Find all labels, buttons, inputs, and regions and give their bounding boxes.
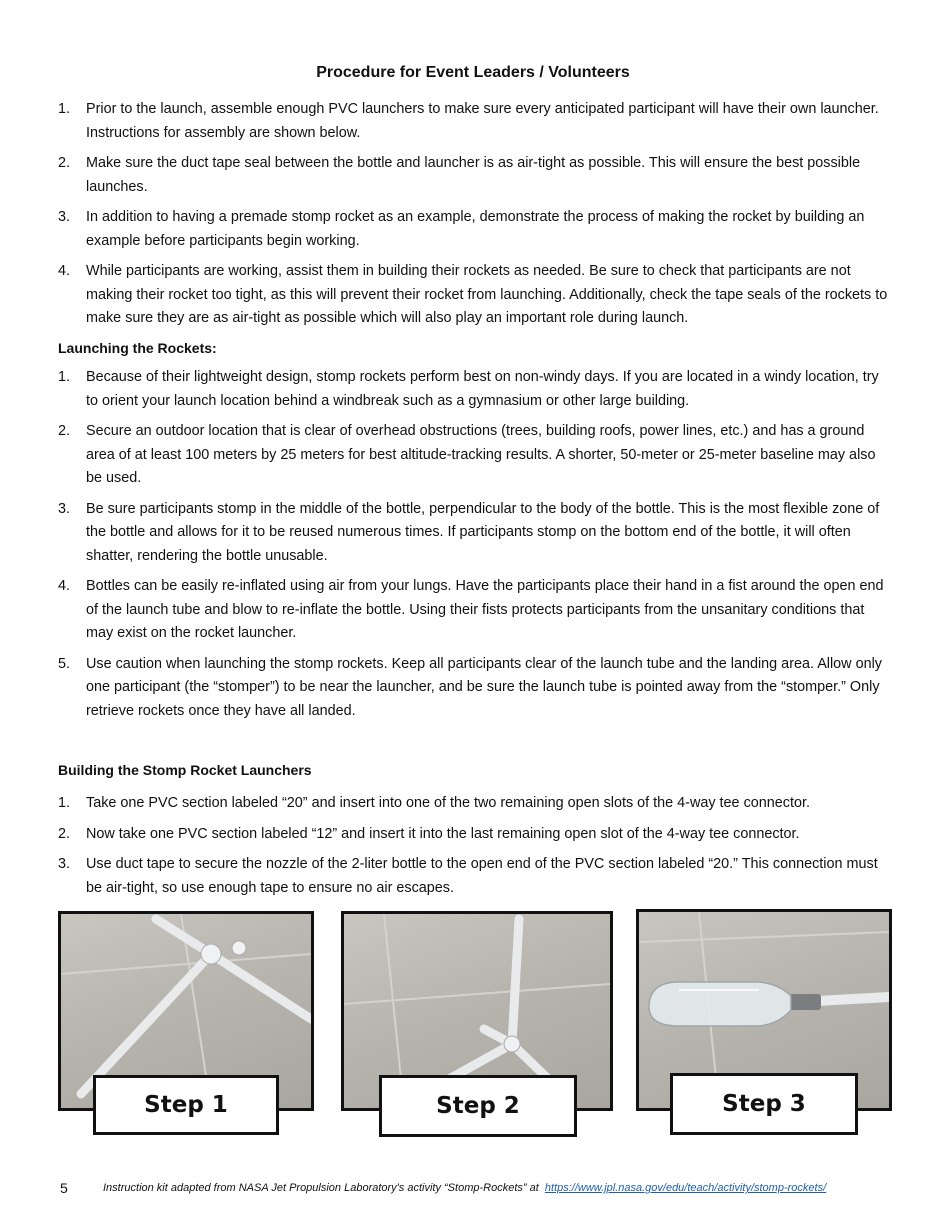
item-number: 2.: [58, 155, 71, 171]
source-link[interactable]: https://www.jpl.nasa.gov/edu/teach/activity/stomp-rockets/: [544, 1182, 827, 1194]
item-text: Prior to the launch, assemble enough PVC launchers to make sure every anticipated participant will have their own launcher. Instructions for assembly are shown below.: [86, 101, 879, 141]
list-item: [58, 98, 894, 145]
item-number: 4.: [58, 263, 71, 279]
item-text: Use caution when launching the stomp rockets. Keep all participants clear of the launch tube and the landing area. Allow only one participant (the “stomper”) to be near the launcher, and be sure the launch tube is pointed away from the “stomper.” Only retrieve rockets once they have all landed.: [86, 655, 882, 719]
footer-credit: [103, 1182, 826, 1194]
item-text: Bottles can be easily re-inflated using air from your lungs. Have the participants place their hand in a fist around the open end of the launch tube and blow to re-inflate the bottle. Using their fists protects participants from the unsanitary conditions that may exist on the rocket launcher.: [86, 578, 884, 641]
building-heading: Building the Stomp Rocket Launchers: [58, 762, 312, 778]
list-item: [58, 498, 894, 569]
list-item: [58, 152, 894, 199]
item-number: 3.: [58, 856, 71, 872]
item-text: Make sure the duct tape seal between the bottle and launcher is as air-tight as possible. This will ensure the best possible launches.: [86, 155, 861, 195]
list-item: [58, 206, 894, 253]
item-number: 5.: [58, 655, 71, 672]
page-number: 5: [60, 1180, 68, 1196]
credit-text: Instruction kit adapted from NASA Jet Propulsion Laboratory's activity “Stomp-Rockets” at: [103, 1182, 539, 1194]
item-text: In addition to having a premade stomp rocket as an example, demonstrate the process of making the rocket by building an example before participants begin working.: [86, 209, 865, 249]
list-item: [58, 420, 894, 491]
item-number: 2.: [58, 825, 71, 842]
item-number: 1.: [58, 101, 71, 117]
item-text: Now take one PVC section labeled “12” and insert it into the last remaining open slot of the 4-way tee connector.: [86, 825, 800, 842]
item-number: 2.: [58, 423, 71, 439]
item-text: Because of their lightweight design, stomp rockets perform best on non-windy days. If you are located in a windy location, try to orient your launch location behind a windbreak such as a gymnasium or other large building.: [86, 369, 879, 409]
item-text: Take one PVC section labeled “20” and insert into one of the two remaining open slots of the 4-way tee connector.: [86, 795, 810, 811]
list-item: [58, 260, 894, 331]
item-number: 1.: [58, 795, 71, 811]
step3-label: Step 3: [670, 1073, 858, 1135]
list-item: [58, 575, 894, 646]
building-steps-list: [58, 792, 894, 907]
item-number: 4.: [58, 578, 71, 594]
list-item: [58, 792, 894, 816]
launching-heading: Launching the Rockets:: [58, 340, 217, 356]
intro-steps-list: [58, 98, 894, 338]
list-item: [58, 366, 894, 413]
list-item: [58, 653, 894, 724]
page-title: Procedure for Event Leaders / Volunteers: [316, 64, 630, 81]
list-item: [58, 823, 894, 847]
launching-steps-list: [58, 366, 894, 730]
item-text: Be sure participants stomp in the middle of the bottle, perpendicular to the body of the bottle. This is the most flexible zone of the bottle and allows for it to be reused numerous times. If participants stomp on the bottom end of the bottle, it will often shatter, rendering the bottle unusable.: [86, 500, 880, 564]
list-item: [58, 853, 894, 900]
step2-label: Step 2: [379, 1075, 577, 1137]
item-text: Use duct tape to secure the nozzle of the 2-liter bottle to the open end of the PVC section labeled “20.” This connection must be air-tight, so use enough tape to ensure no air escapes.: [86, 856, 878, 896]
item-number: 3.: [58, 209, 71, 225]
item-number: 3.: [58, 500, 71, 517]
item-number: 1.: [58, 369, 71, 385]
item-text: While participants are working, assist them in building their rockets as needed. Be sure to check that participants are not making their rocket too tight, as this will prevent their rocket from launching. Additionally, check the tape seals of the rockets to make sure they are as air-tight as possible which will also play an important role during launch.: [86, 263, 888, 326]
step1-label: Step 1: [93, 1075, 279, 1135]
item-text: Secure an outdoor location that is clear of overhead obstructions (trees, building roofs, power lines, etc.) and has a ground area of at least 100 meters by 25 meters for best altitude-tracking results. A shorter, 50-meter or 25-meter baseline may also be used.: [86, 423, 876, 486]
